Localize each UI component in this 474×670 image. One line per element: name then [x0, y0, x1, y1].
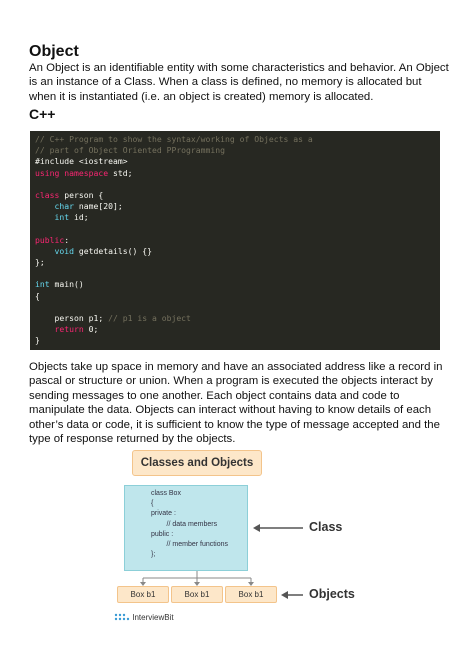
code-token: int [35, 279, 50, 290]
logo-text: InterviewBit [132, 613, 174, 622]
code-token [35, 324, 55, 334]
code-token: person { [59, 189, 104, 200]
code-token: std; [108, 167, 133, 178]
code-line [35, 212, 435, 223]
object-box: Box b1 [117, 586, 169, 603]
code-token: }; [35, 257, 45, 268]
language-subheading: C++ [29, 106, 56, 122]
code-token: person p1; [35, 313, 109, 323]
body-paragraph: Objects take up space in memory and have an associated address like a record in pascal or structure or union. When a program is executed the objects interact by sending messages to one another. Each object contains data and code to manipulate the data. Objects can interact without having to know details of each other’s data or code, it is sufficient to know the type of message accepted and the type of response returned by the objects. [29, 361, 443, 446]
code-line [35, 335, 435, 346]
code-line [35, 324, 435, 335]
code-token [35, 201, 55, 211]
diagram-title: Classes and Objects [132, 450, 262, 476]
code-token: void [54, 245, 74, 256]
interviewbit-logo [114, 613, 174, 622]
code-token: // part of Object Oriented PProgramming [35, 145, 226, 156]
code-token: : [64, 234, 70, 245]
code-token: using namespace [35, 167, 109, 178]
code-line [35, 235, 435, 246]
code-token: getdetails() {} [74, 245, 152, 256]
code-line [35, 302, 435, 313]
code-line [35, 156, 435, 167]
code-token: char [54, 201, 74, 212]
code-line [35, 224, 435, 235]
intro-paragraph: An Object is an identifiable entity with some characteristics and behavior. An Object is an instance of a Class. When a class is defined, no memory is allocated but when it is instantiated (i.e. an object is created) memory is allocated. [29, 62, 449, 103]
code-token: { [35, 290, 40, 301]
code-token: return [54, 324, 84, 335]
code-line [35, 168, 435, 179]
code-token: #include <iostream> [35, 156, 128, 167]
code-token: class [35, 189, 60, 200]
code-line [35, 190, 435, 201]
code-token: name[20]; [74, 201, 123, 212]
code-line [35, 257, 435, 268]
code-line [35, 279, 435, 290]
code-line [35, 291, 435, 302]
object-box: Box b1 [171, 586, 223, 603]
code-line [35, 201, 435, 212]
code-line [35, 179, 435, 190]
code-token: // p1 is a object [108, 313, 191, 323]
code-token [35, 246, 55, 256]
section-heading: Object [29, 43, 79, 60]
code-block [30, 131, 440, 350]
code-line [35, 268, 435, 279]
code-token: main() [49, 279, 84, 290]
object-box: Box b1 [225, 586, 277, 603]
code-token [35, 212, 55, 222]
objects-label: Objects [309, 587, 355, 601]
code-token: 0; [83, 324, 99, 335]
code-token: id; [69, 212, 89, 223]
classes-objects-diagram [110, 448, 370, 628]
code-token: // C++ Program to show the syntax/working of Objects as a [35, 134, 313, 144]
code-token: public [35, 234, 65, 245]
code-token: int [54, 212, 70, 223]
code-token: } [35, 335, 40, 346]
class-label: Class [309, 520, 343, 534]
class-definition-box: class Box { private : // data members public : // member functions }; [124, 485, 248, 571]
code-line [35, 134, 435, 145]
code-line [35, 313, 435, 324]
code-line [35, 246, 435, 257]
logo-dots-icon [114, 613, 130, 622]
code-line [35, 145, 435, 156]
